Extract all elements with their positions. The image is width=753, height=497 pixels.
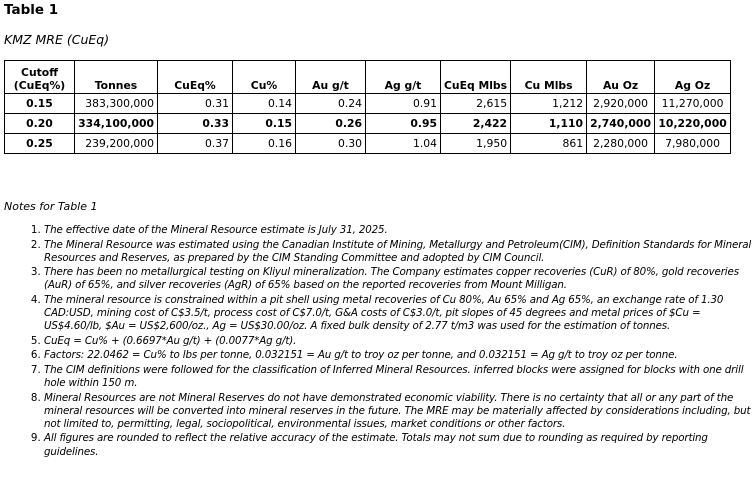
cell-cueq-pct: 0.37 [158, 134, 233, 154]
table-row [5, 94, 731, 114]
cell-ag-gt: 1.04 [366, 134, 441, 154]
header-tonnes: Tonnes [75, 61, 158, 94]
table-row [5, 134, 731, 154]
cell-ag-oz: 7,980,000 [655, 134, 731, 154]
header-cueq-mlbs: CuEq Mlbs [441, 61, 511, 94]
header-cueq-pct: CuEq% [158, 61, 233, 94]
cell-au-gt: 0.30 [296, 134, 366, 154]
cell-cu-pct: 0.16 [233, 134, 296, 154]
note-text: Factors: 22.0462 = Cu% to lbs per tonne, 0.032151 = Au g/t to troy oz per tonne, and 0.032151 = Ag g/t to troy oz per tonne. [44, 349, 678, 362]
header-cu-pct: Cu% [233, 61, 296, 94]
note-text: CuEq = Cu% + (0.6697*Au g/t) + (0.0077*Ag g/t). [44, 334, 297, 347]
cell-cu-mlbs: 1,212 [511, 94, 587, 114]
note-text: The Mineral Resource was estimated using the Canadian Institute of Mining, Metallurgy and Petroleum(CIM), Definition Standards for Mineral Resources and Reserves, as prepared by the CIM Standing Committee and adopted by CIM Council. [44, 238, 752, 264]
cell-au-oz: 2,920,000 [587, 94, 655, 114]
note-item [44, 349, 753, 362]
cell-ag-oz: 11,270,000 [655, 94, 731, 114]
notes-title: Notes for Table 1 [4, 200, 98, 213]
cell-cueq-pct: 0.33 [158, 114, 233, 134]
cell-cutoff: 0.20 [5, 114, 75, 134]
note-text: Mineral Resources are not Mineral Reserves do not have demonstrated economic viability. There is no certainty that all or any part of the mineral resources will be converted into mineral reserves in the future. The MRE may be materially affected by considerations including, but not limited to, permitting, legal, sociopolitical, environmental issues, market conditions or other factors. [44, 391, 751, 430]
cell-au-oz: 2,280,000 [587, 134, 655, 154]
cell-ag-gt: 0.91 [366, 94, 441, 114]
cell-cutoff: 0.25 [5, 134, 75, 154]
cell-cueq-mlbs: 2,422 [441, 114, 511, 134]
note-text: The effective date of the Mineral Resource estimate is July 31, 2025. [44, 224, 388, 236]
header-cu-mlbs: Cu Mlbs [511, 61, 587, 94]
cell-au-gt: 0.26 [296, 114, 366, 134]
header-au-gt: Au g/t [296, 61, 366, 94]
note-item [44, 364, 753, 390]
note-item [44, 239, 753, 265]
note-text: There has been no metallurgical testing on Kliyul mineralization. The Company estimates copper recoveries (CuR) of 80%, gold recoveries (AuR) of 65%, and silver recoveries (AgR) of 65% based on the reported recoveries from Mount Milligan. [44, 266, 739, 292]
cell-ag-gt: 0.95 [366, 114, 441, 134]
cell-tonnes: 334,100,000 [75, 114, 158, 134]
table-row [5, 114, 731, 134]
cell-cu-mlbs: 1,110 [511, 114, 587, 134]
header-cutoff [5, 61, 75, 94]
note-item [44, 335, 753, 348]
cell-tonnes: 383,300,000 [75, 94, 158, 114]
table-subtitle: KMZ MRE (CuEq) [4, 32, 110, 47]
cell-cueq-pct: 0.31 [158, 94, 233, 114]
cell-ag-oz: 10,220,000 [655, 114, 731, 134]
header-cutoff-line1: Cutoff [21, 66, 58, 79]
note-item [44, 266, 753, 292]
note-text: The CIM definitions were followed for the classification of Inferred Mineral Resources. inferred blocks were assigned for blocks with one drill hole within 150 m. [44, 363, 744, 390]
header-au-oz: Au Oz [587, 61, 655, 94]
notes-list [24, 224, 753, 460]
header-cutoff-line2: (CuEq%) [13, 79, 66, 92]
cell-au-gt: 0.24 [296, 94, 366, 114]
header-ag-oz: Ag Oz [655, 61, 731, 94]
cell-cu-mlbs: 861 [511, 134, 587, 154]
note-text: The mineral resource is constrained within a pit shell using metal recoveries of Cu 80%, Au 65% and Ag 65%, an exchange rate of 1.30 CAD:USD, mining cost of C$3.5/t, process cost of C$7.0/t, G&A costs of C$3.0/t, pit slopes of 45 degrees and metal prices of $Cu = US$4.60/lb, $Au = US$2,600/oz., Ag = US$30.00/oz. A fixed bulk density of 2.77 t/m3 was used for the estimation of tonnes. [44, 293, 724, 333]
header-ag-gt: Ag g/t [366, 61, 441, 94]
note-item [44, 392, 753, 432]
cell-cu-pct: 0.14 [233, 94, 296, 114]
note-item [44, 432, 753, 458]
mre-table [4, 60, 731, 154]
cell-cu-pct: 0.15 [233, 114, 296, 134]
note-item [44, 294, 753, 334]
table-title: Table 1 [4, 2, 59, 18]
table-header-row [5, 61, 731, 94]
cell-cutoff: 0.15 [5, 94, 75, 114]
cell-au-oz: 2,740,000 [587, 114, 655, 134]
cell-tonnes: 239,200,000 [75, 134, 158, 154]
note-item [44, 224, 753, 237]
cell-cueq-mlbs: 1,950 [441, 134, 511, 154]
note-text: All figures are rounded to reflect the relative accuracy of the estimate. Totals may not sum due to rounding as required by reporting guidelines. [44, 432, 708, 458]
cell-cueq-mlbs: 2,615 [441, 94, 511, 114]
